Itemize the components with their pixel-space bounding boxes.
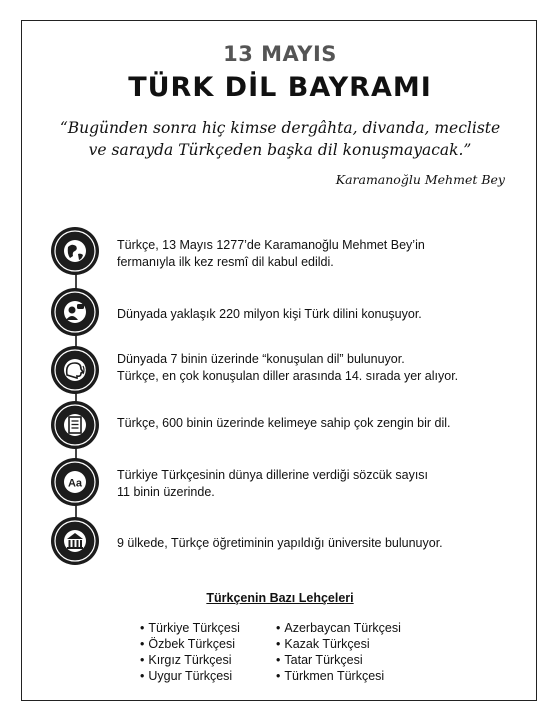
- dialect-item: • Türkmen Türkçesi: [276, 668, 401, 684]
- dialect-item: • Kırgız Türkçesi: [140, 652, 240, 668]
- font-aa-label: Aa: [67, 477, 83, 490]
- fact-text: [117, 306, 527, 323]
- dialect-item: • Özbek Türkçesi: [140, 636, 240, 652]
- fact-item-5: [0, 455, 560, 515]
- fact-text: [117, 467, 527, 501]
- fact-text: [117, 535, 527, 552]
- fact-text: [117, 415, 527, 432]
- fact-item-3: [0, 343, 560, 403]
- fact-line: Türkiye Türkçesinin dünya dillerine verdiği sözcük sayısı: [117, 468, 429, 482]
- fact-line: Türkçe, 13 Mayıs 1277’de Karamanoğlu Mehmet Bey’in: [117, 238, 425, 252]
- fact-text: [117, 237, 527, 271]
- dialects-heading: Türkçenin Bazı Lehçeleri: [206, 591, 354, 605]
- fact-item-1: [0, 224, 560, 284]
- dialects-list-left: [140, 620, 240, 684]
- globe-icon: [50, 226, 100, 276]
- dialect-item: • Kazak Türkçesi: [276, 636, 401, 652]
- fact-line: fermanıyla ilk kez resmî dil kabul edildi.: [117, 255, 334, 269]
- quote-line-1: “Bugünden sonra hiç kimse dergâhta, divanda, mecliste: [59, 119, 501, 137]
- fact-item-2: [0, 285, 560, 345]
- fact-line: 9 ülkede, Türkçe öğretiminin yapıldığı üniversite bulunuyor.: [117, 536, 443, 550]
- fact-text: [117, 351, 527, 385]
- fact-line: 11 binin üzerinde.: [117, 485, 215, 499]
- quote-author: Karamanoğlu Mehmet Bey: [335, 172, 505, 187]
- speaker-person-icon: [50, 287, 100, 337]
- dialect-item: • Uygur Türkçesi: [140, 668, 240, 684]
- dialect-item: • Tatar Türkçesi: [276, 652, 401, 668]
- fact-line: Türkçe, 600 binin üzerinde kelimeye sahip çok zengin bir dil.: [117, 416, 451, 430]
- dialect-item: • Azerbaycan Türkçesi: [276, 620, 401, 636]
- dialect-item: • Türkiye Türkçesi: [140, 620, 240, 636]
- document-icon: [50, 400, 100, 450]
- quote-line-2: ve sarayda Türkçeden başka dil konuşmayacak.”: [88, 141, 472, 159]
- dialects-list-right: [276, 620, 401, 684]
- fact-line: Dünyada 7 binin üzerinde “konuşulan dil” bulunuyor.: [117, 352, 405, 366]
- fact-line: Türkçe, en çok konuşulan diller arasında 14. sırada yer alıyor.: [117, 369, 459, 383]
- fact-item-4: [0, 398, 560, 458]
- talking-head-icon: [50, 345, 100, 395]
- quote-block: [40, 117, 520, 161]
- university-building-icon: [50, 516, 100, 566]
- fact-item-6: [0, 514, 560, 574]
- font-aa-icon: [50, 457, 100, 507]
- page-title: TÜRK DİL BAYRAMI: [128, 72, 432, 103]
- event-date: 13 MAYIS: [223, 42, 337, 66]
- fact-line: Dünyada yaklaşık 220 milyon kişi Türk dilini konuşuyor.: [117, 307, 422, 321]
